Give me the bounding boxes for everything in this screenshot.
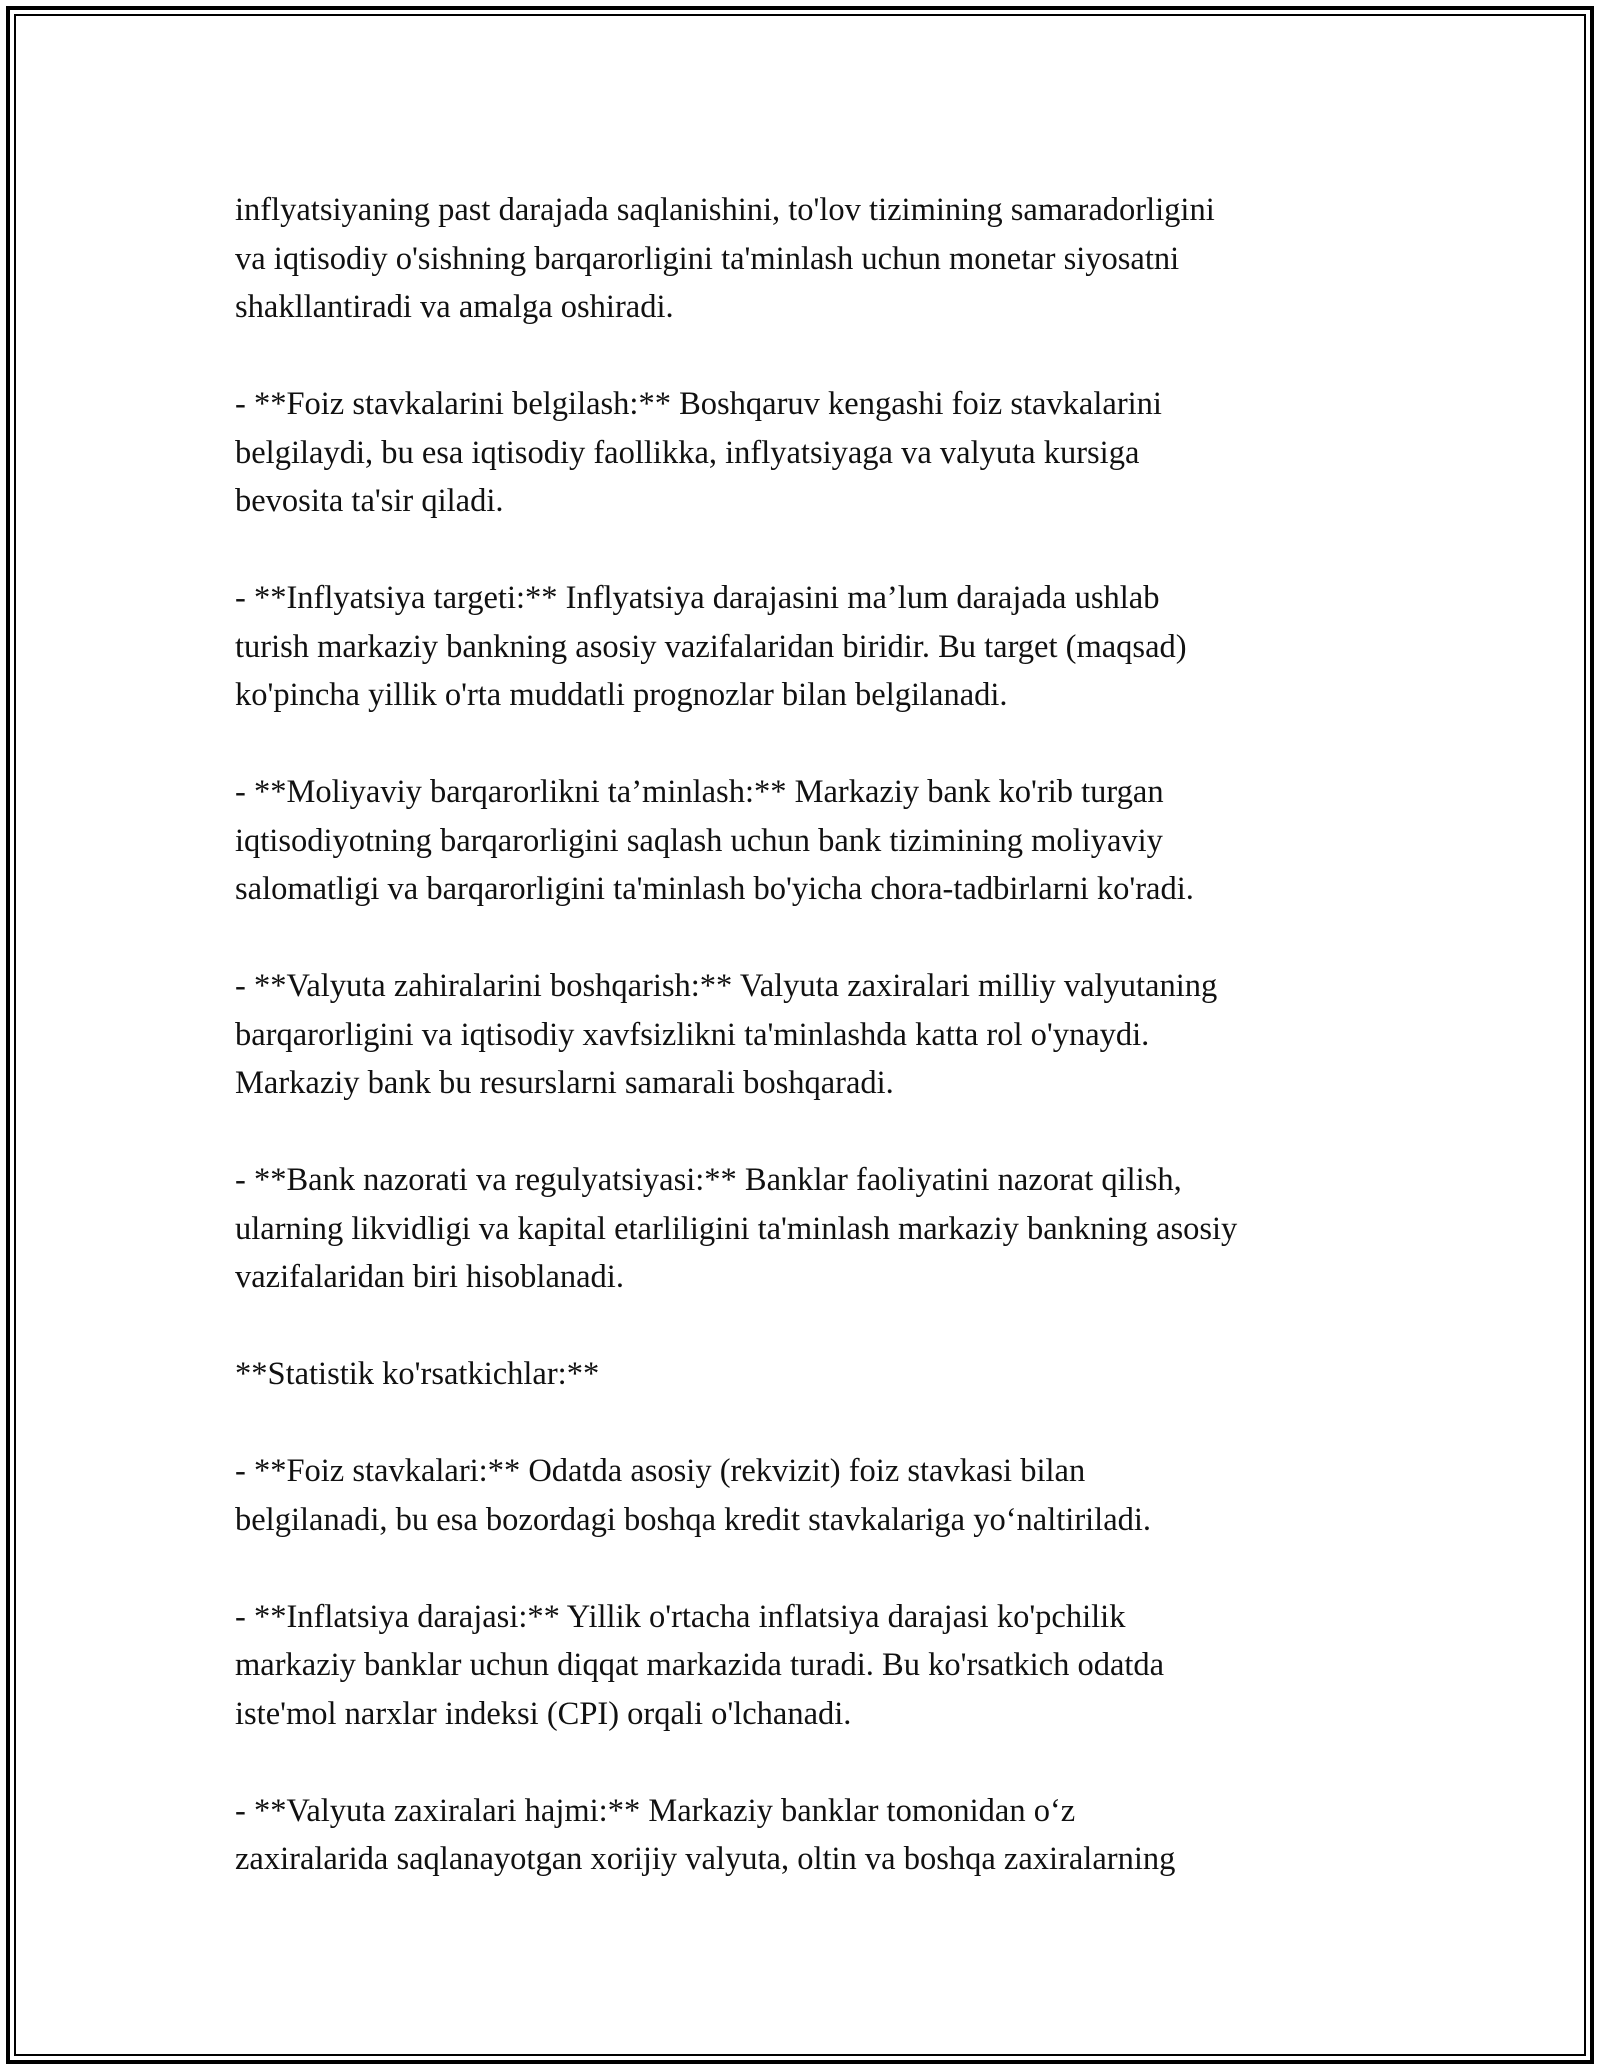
- paragraph-bank-supervision: - **Bank nazorati va regulyatsiyasi:** Banklar faoliyatini nazorat qilish, ularning likvidligi va kapital etarliligini ta'minlash markaziy bankning asosiy vazifalaridan biri hisoblanadi.: [235, 1162, 1238, 1295]
- paragraph-interest-rate-setting: - **Foiz stavkalarini belgilash:** Boshqaruv kengashi foiz stavkalarini belgilaydi, bu esa iqtisodiy faollikka, inflyatsiyaga va valyuta kursiga bevosita ta'sir qiladi.: [235, 386, 1162, 519]
- paragraph-reserves-volume-indicator: - **Valyuta zaxiralari hajmi:** Markaziy banklar tomonidan o‘z zaxiralarida saqlanayotgan xorijiy valyuta, oltin va boshqa zaxiralarning: [235, 1792, 1176, 1877]
- paragraph-reserve-management: - **Valyuta zahiralarini boshqarish:** Valyuta zaxiralari milliy valyutaning barqarorligini va iqtisodiy xavfsizlikni ta'minlashda katta rol o'ynaydi. Markaziy bank bu resurslarni samarali boshqaradi.: [235, 968, 1218, 1101]
- paragraph-interest-rates-indicator: - **Foiz stavkalari:** Odatda asosiy (rekvizit) foiz stavkasi bilan belgilanadi, bu esa bozordagi boshqa kredit stavkalariga yo‘naltiriladi.: [235, 1453, 1152, 1538]
- paragraph-inflation-level-indicator: - **Inflatsiya darajasi:** Yillik o'rtacha inflatsiya darajasi ko'pchilik markaziy banklar uchun diqqat markazida turadi. Bu ko'rsatkich odatda iste'mol narxlar indeksi (CPI) orqali o'lchanadi.: [235, 1598, 1165, 1732]
- paragraph-financial-stability: - **Moliyaviy barqarorlikni ta’minlash:** Markaziy bank ko'rib turgan iqtisodiyotning barqarorligini saqlash uchun bank tizimining moliyaviy salomatligi va barqarorligini ta'minlash bo'yicha chora-tadbirlarni ko'radi.: [235, 774, 1194, 907]
- paragraph-inflation-target: - **Inflyatsiya targeti:** Inflyatsiya darajasini ma’lum darajada ushlab turish markaziy bankning asosiy vazifalaridan biridir. Bu target (maqsad) ko'pincha yillik o'rta muddatli prognozlar bilan belgilanadi.: [235, 580, 1187, 713]
- document-body: [235, 186, 1415, 1884]
- heading-statistical-indicators: **Statistik ko'rsatkichlar:**: [235, 1356, 600, 1392]
- paragraph-monetary-policy-intro: inflyatsiyaning past darajada saqlanishini, to'lov tizimining samaradorligini va iqtisodiy o'sishning barqarorligini ta'minlash uchun monetar siyosatni shakllantiradi va amalga oshiradi.: [235, 192, 1215, 325]
